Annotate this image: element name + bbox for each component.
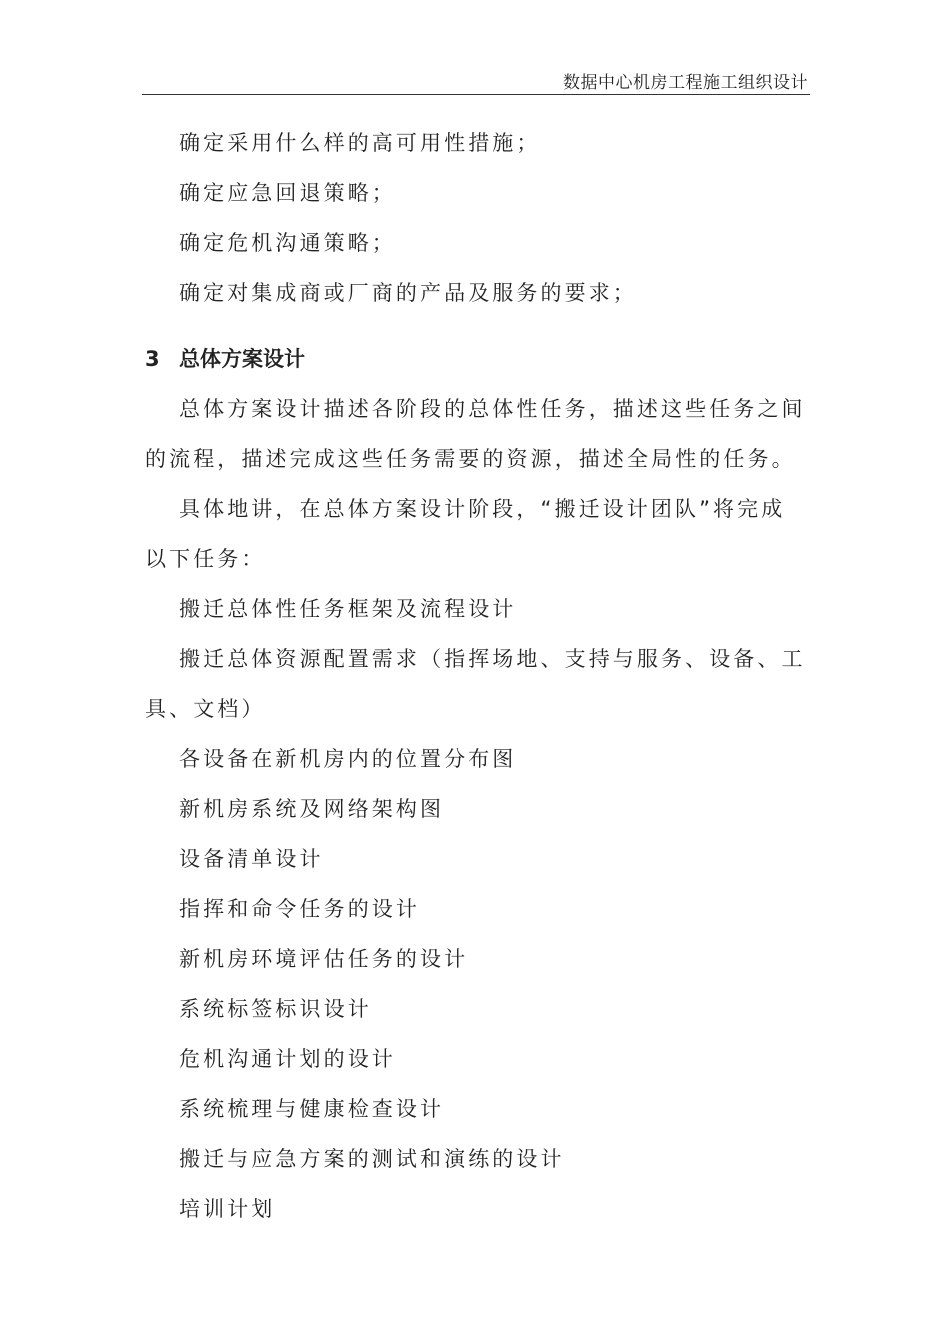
- task-item: 系统梳理与健康检查设计: [179, 1097, 445, 1121]
- task-item-continuation: 具、文档）: [145, 697, 266, 721]
- task-item: 新机房系统及网络架构图: [179, 797, 445, 821]
- task-item: 搬迁与应急方案的测试和演练的设计: [179, 1147, 565, 1171]
- page-header: [142, 64, 810, 95]
- task-item: 危机沟通计划的设计: [179, 1047, 396, 1071]
- task-item: 搬迁总体资源配置需求（指挥场地、支持与服务、设备、工: [179, 647, 806, 671]
- task-item: 设备清单设计: [179, 847, 324, 871]
- task-item: 培训计划: [179, 1197, 276, 1221]
- task-item: 各设备在新机房内的位置分布图: [179, 747, 517, 771]
- section-number: 3: [145, 347, 160, 371]
- paragraph-1-line-1: 总体方案设计描述各阶段的总体性任务，描述这些任务之间: [179, 397, 806, 421]
- task-item: 搬迁总体性任务框架及流程设计: [179, 597, 517, 621]
- section-heading: [145, 334, 805, 384]
- page-content: [145, 118, 805, 1234]
- task-item: 新机房环境评估任务的设计: [179, 947, 469, 971]
- paragraph-2-line-1: 具体地讲，在总体方案设计阶段，“搬迁设计团队”将完成: [179, 497, 786, 521]
- section-title: 总体方案设计: [179, 347, 305, 371]
- intro-item-1: 确定采用什么样的高可用性措施；: [179, 131, 541, 155]
- intro-item-2: 确定应急回退策略；: [179, 181, 396, 205]
- task-item: 系统标签标识设计: [179, 997, 372, 1021]
- intro-item-3: 确定危机沟通策略；: [179, 231, 396, 255]
- intro-item-4: 确定对集成商或厂商的产品及服务的要求；: [179, 281, 637, 305]
- paragraph-2-line-2: 以下任务：: [145, 547, 266, 571]
- task-item: 指挥和命令任务的设计: [179, 897, 420, 921]
- header-title: 数据中心机房工程施工组织设计: [563, 73, 808, 93]
- paragraph-1-line-2: 的流程，描述完成这些任务需要的资源，描述全局性的任务。: [145, 447, 796, 471]
